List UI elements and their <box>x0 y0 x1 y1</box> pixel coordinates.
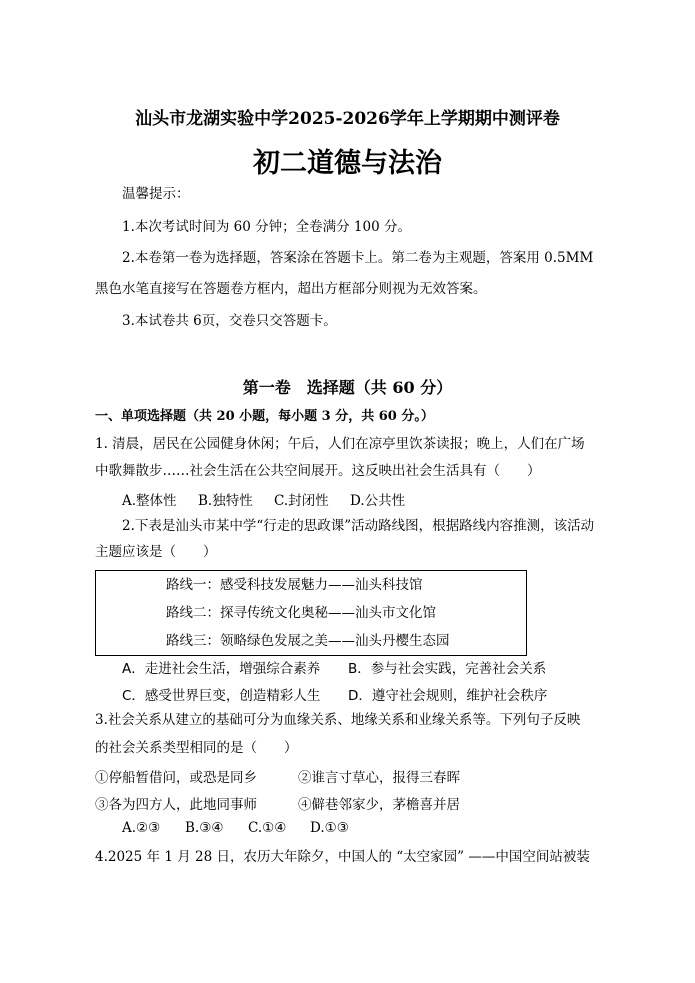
section-title: 第一卷 选择题（共 60 分） <box>242 378 453 397</box>
question-1-line-1: 1. 清晨，居民在公园健身休闲；午后，人们在凉亭里饮茶读报；晚上，人们在广场 <box>95 436 585 452</box>
notice-heading: 温馨提示： <box>122 186 190 202</box>
question-3-line-1: 3.社会关系从建立的基础可分为血缘关系、地缘关系和业缘关系等。下列句子反映 <box>95 712 581 728</box>
question-2-option-a: A．走进社会生活，增强综合素养 <box>122 661 321 677</box>
question-3-option-a: A.②③ <box>122 820 161 836</box>
question-3-option-d: D.①③ <box>310 820 349 836</box>
question-1-option-b: B.独特性 <box>198 493 253 509</box>
question-3-verse-1: ①停船暂借问，或恐是同乡 <box>95 770 257 786</box>
question-2-option-d: D．遵守社会规则，维护社会秩序 <box>348 688 548 704</box>
question-3-option-c: C.①④ <box>248 820 287 836</box>
subject-title: 初二道德与法治 <box>253 148 442 179</box>
question-3-verse-4: ④僻巷邻家少，茅檐喜并居 <box>298 797 460 813</box>
route-2: 路线二：探寻传统文化奥秘——汕头市文化馆 <box>166 605 436 621</box>
question-2-option-b: B．参与社会实践，完善社会关系 <box>348 661 547 677</box>
question-1-option-c: C.封闭性 <box>274 493 329 509</box>
route-table <box>95 570 527 656</box>
route-3: 路线三：领略绿色发展之美——汕头丹樱生态园 <box>166 633 450 649</box>
question-3-verse-3: ③各为四方人，此地同事师 <box>95 797 257 813</box>
question-3-option-b: B.③④ <box>185 820 224 836</box>
question-3-verse-2: ②谁言寸草心，报得三春晖 <box>298 770 460 786</box>
part-heading: 一、单项选择题（共 20 小题，每小题 3 分，共 60 分。） <box>95 409 434 424</box>
question-2-line-1: 2.下表是汕头市某中学“行走的思政课”活动路线图，根据路线内容推测，该活动 <box>122 518 595 534</box>
notice-item-3: 3.本试卷共 6页，交卷只交答题卡。 <box>122 313 337 329</box>
question-4-line-1: 4.2025 年 1 月 28 日，农历大年除夕，中国人的 “太空家园” ——中国空间站被装 <box>95 849 590 865</box>
school-title: 汕头市龙湖实验中学2025-2026学年上学期期中测评卷 <box>135 109 560 129</box>
question-1-option-d: D.公共性 <box>350 493 406 509</box>
question-2-option-c: C．感受世界巨变，创造精彩人生 <box>122 688 321 704</box>
notice-item-2-line-2: 黑色水笔直接写在答题卷方框内，超出方框部分则视为无效答案。 <box>95 281 487 297</box>
question-3-line-2: 的社会关系类型相同的是（ ） <box>95 740 298 756</box>
question-1-option-a: A.整体性 <box>122 493 177 509</box>
notice-item-1: 1.本次考试时间为 60 分钟；全卷满分 100 分。 <box>122 219 411 235</box>
question-2-line-2: 主题应该是（ ） <box>95 544 217 560</box>
route-1: 路线一：感受科技发展魅力——汕头科技馆 <box>166 577 423 593</box>
question-1-line-2: 中歌舞散步……社会生活在公共空间展开。这反映出社会生活具有（ ） <box>95 463 541 479</box>
notice-item-2-line-1: 2.本卷第一卷为选择题，答案涂在答题卡上。第二卷为主观题，答案用 0.5MM <box>122 250 594 266</box>
